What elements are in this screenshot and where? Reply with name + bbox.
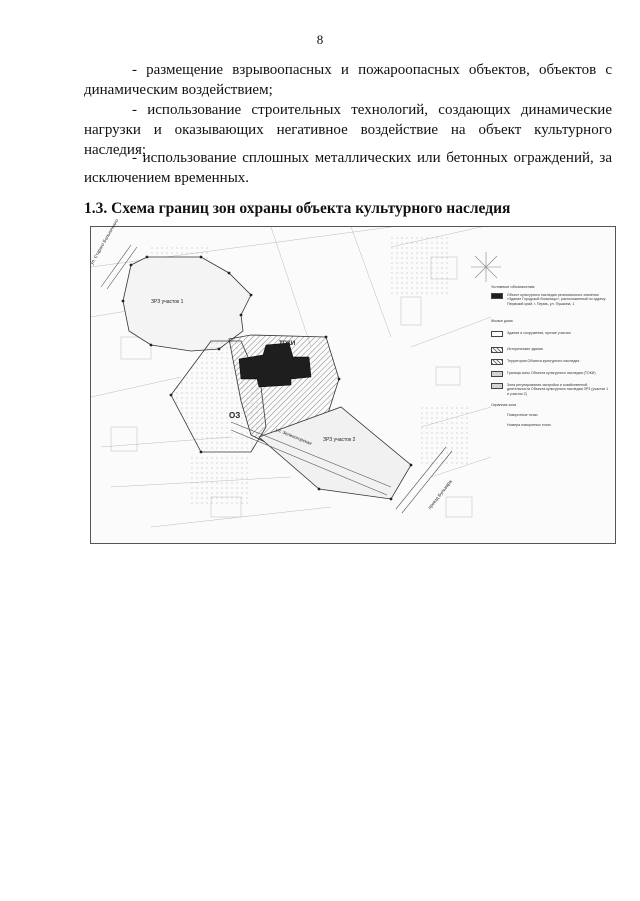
map-label-street-middle: ул. Зеленогорская [275,427,313,446]
paragraph-3-text: - использование сплошных металлических или бетонных ограждений, за исключением временных. [84,150,612,186]
legend-text: Территория Объекта культурного наследия [507,359,580,363]
legend-item [491,347,613,359]
legend-text: Номера поворотных точек [507,423,551,427]
map-label-zrz-2: ЗРЗ участок 2 [323,437,356,443]
map-label-oz: ОЗ [229,411,241,420]
map-label-street-left: ул. Старого Больничного [89,217,120,266]
section-heading: 1.3. Схема границ зон охраны объекта культурного наследия [84,200,511,217]
legend-item [491,331,613,343]
page-number: 8 [316,32,324,47]
legend-text: Зона регулирования застройки и хозяйственной деятельности Объекта культурного наследия ЗРЗ (участки 1 и участок 2) [507,383,609,396]
legend-text: Граница зоны Объекта культурного наследия (ТОКИ) [507,371,596,375]
paragraph-2-text: - использование строительных технологий, создающих динамические нагрузки и оказывающих негативное воздействие на объект культурного наследия; [84,102,612,158]
legend-swatch-hatch [491,347,503,353]
north-arrow-icon [471,252,501,282]
legend-item [491,359,613,371]
legend-swatch-dark [491,293,503,299]
legend-swatch-white [491,331,503,337]
legend-text: Жилые дома [491,319,513,323]
legend-item [491,423,613,435]
legend-text: Объект культурного наследия регионального значения «Здание Городской больницы», расположенный по адресу: Пермский край, г. Пермь, ул. Пушкина, 1 [507,293,607,306]
legend-item [491,383,613,395]
protection-zones-map [89,217,616,544]
paragraph-3 [84,148,612,188]
paragraph-1 [84,60,612,100]
legend-text: Поворотные точки [507,413,538,417]
legend-text: Исторические здания [507,347,543,351]
map-label-toki: ТОКИ [279,341,296,347]
legend-item [491,371,613,383]
legend-text: Здания и сооружения, прочие участки [507,331,571,335]
legend-item [491,319,613,331]
legend-swatch-light [491,371,503,377]
paragraph-1-text: - размещение взрывоопасных и пожароопасных объектов, объектов с динамическим воздействием; [84,62,612,98]
legend-text: Охранная зона [491,403,517,407]
legend-title: Условные обозначения: [491,284,536,289]
zrz-area-1 [123,257,251,351]
legend-swatch-light [491,383,503,389]
legend-swatch-hatch [491,359,503,365]
map-label-street-right: проезд Бульвара [427,479,453,511]
legend-item [491,293,613,305]
map-label-zrz-1: ЗРЗ участок 1 [151,299,184,305]
